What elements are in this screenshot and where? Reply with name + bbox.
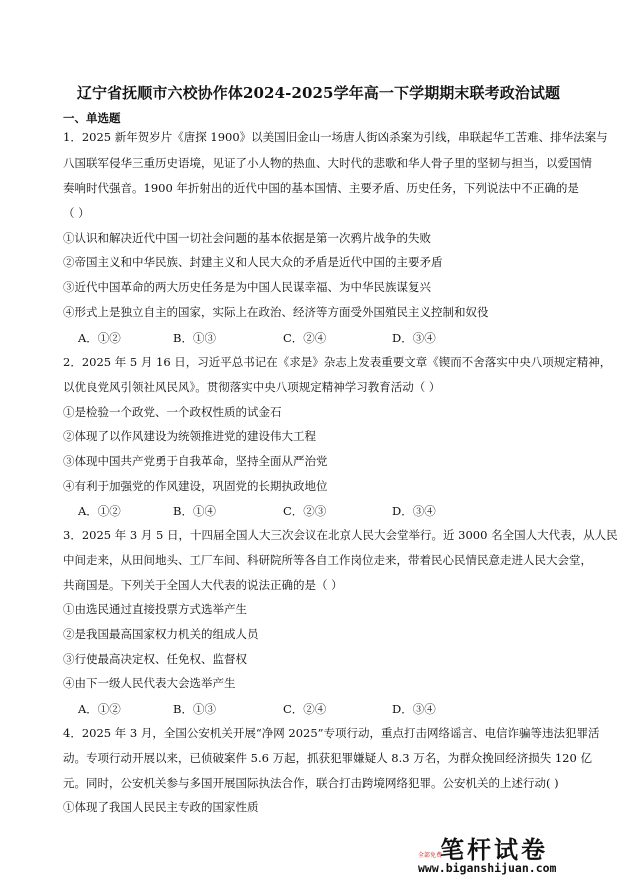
q2-choice-d[interactable]: D．③④ bbox=[392, 504, 436, 518]
site-logo bbox=[402, 830, 582, 880]
q2-option-4: ④有利于加强党的作风建设，巩固党的长期执政地位 bbox=[63, 479, 328, 493]
q4-stem-line-2: 动。专项行动开展以来，已侦破案件 5.6 万起，抓获犯罪嫌疑人 8.3 万名，为群众挽回经济损失 120 亿 bbox=[63, 751, 592, 765]
q1-choice-c[interactable]: C．②④ bbox=[283, 331, 327, 345]
q3-option-3: ③行使最高决定权、任免权、监督权 bbox=[63, 652, 247, 666]
q3-option-1: ①由选民通过直接投票方式选举产生 bbox=[63, 602, 247, 616]
q3-choice-a[interactable]: A．①② bbox=[78, 702, 121, 716]
q1-option-4: ④形式上是独立自主的国家，实际上在政治、经济等方面受外国殖民主义控制和奴役 bbox=[63, 305, 489, 319]
q1-stem-line-2: 八国联军侵华三重历史语境，见证了小人物的热血、大时代的悲歌和华人骨子里的坚韧与担当，以爱国情 bbox=[63, 156, 592, 170]
q2-choice-c[interactable]: C．②③ bbox=[283, 504, 327, 518]
q4-stem-line-3: 元。同时，公安机关参与多国开展国际执法合作，联合打击跨境网络犯罪。公安机关的上述行动( ) bbox=[63, 776, 559, 790]
q2-choice-a[interactable]: A．①② bbox=[78, 504, 121, 518]
q3-stem-line-1: 3．2025 年 3 月 5 日，十四届全国人大三次会议在北京人民大会堂举行。近 3000 名全国人大代表，从人民 bbox=[63, 528, 618, 542]
q3-stem-line-2: 中间走来，从田间地头、工厂车间、科研院所等各自工作岗位走来，带着民心民情民意走进人民大会堂， bbox=[63, 553, 592, 567]
q3-choice-c[interactable]: C．②④ bbox=[283, 702, 327, 716]
q2-option-2: ②体现了以作风建设为统领推进党的建设伟大工程 bbox=[63, 429, 316, 443]
logo-url: www.biganshijuan.com bbox=[418, 861, 557, 875]
q3-option-4: ④由下一级人民代表大会选举产生 bbox=[63, 676, 236, 690]
q3-option-2: ②是我国最高国家权力机关的组成人员 bbox=[63, 627, 259, 641]
q1-choice-b[interactable]: B．①③ bbox=[173, 331, 216, 345]
page-title: 辽宁省抚顺市六校协作体2024-2025学年高一下学期期末联考政治试题 bbox=[76, 84, 561, 102]
q2-option-1: ①是检验一个政党、一个政权性质的试金石 bbox=[63, 405, 282, 419]
q3-choice-b[interactable]: B．①③ bbox=[173, 702, 216, 716]
q1-option-1: ①认识和解决近代中国一切社会问题的基本依据是第一次鸦片战争的失败 bbox=[63, 231, 431, 245]
q2-option-3: ③体现中国共产党勇于自我革命，坚持全面从严治党 bbox=[63, 454, 328, 468]
q2-choice-b[interactable]: B．①④ bbox=[173, 504, 216, 518]
q1-stem-line-4: （ ） bbox=[63, 206, 90, 220]
q4-option-1: ①体现了我国人民民主专政的国家性质 bbox=[63, 800, 259, 814]
q1-option-2: ②帝国主义和中华民族、封建主义和人民大众的矛盾是近代中国的主要矛盾 bbox=[63, 255, 443, 269]
q3-stem-line-3: 共商国是。下列关于全国人大代表的说法正确的是（ ） bbox=[63, 578, 343, 592]
section-heading: 一、单选题 bbox=[63, 111, 121, 125]
q4-stem-line-1: 4．2025 年 3 月，全国公安机关开展“净网 2025”专项行动，重点打击网络谣言、电信诈骗等违法犯罪活 bbox=[63, 726, 600, 740]
q1-stem-line-1: 1．2025 新年贺岁片《唐探 1900》以美国旧金山一场唐人街凶杀案为引线，串联起华工苦难、排华法案与 bbox=[63, 130, 608, 144]
q1-choice-d[interactable]: D．③④ bbox=[392, 331, 436, 345]
logo-text: 笔杆试卷 bbox=[440, 836, 548, 864]
q3-choice-d[interactable]: D．③④ bbox=[392, 702, 436, 716]
q1-option-3: ③近代中国革命的两大历史任务是为中国人民谋幸福、为中华民族谋复兴 bbox=[63, 280, 431, 294]
q1-stem-line-3: 奏响时代强音。1900 年折射出的近代中国的基本国情、主要矛盾、历史任务，下列说法中不正确的是 bbox=[63, 181, 579, 195]
logo-badge: 全部免费 bbox=[418, 852, 443, 859]
q2-stem-line-2: 以优良党风引领社风民风》。贯彻落实中央八项规定精神学习教育活动（ ） bbox=[63, 380, 441, 394]
q1-choice-a[interactable]: A．①② bbox=[78, 331, 121, 345]
q2-stem-line-1: 2．2025 年 5 月 16 日，习近平总书记在《求是》杂志上发表重要文章《锲而不舍落实中央八项规定精神， bbox=[63, 355, 612, 369]
